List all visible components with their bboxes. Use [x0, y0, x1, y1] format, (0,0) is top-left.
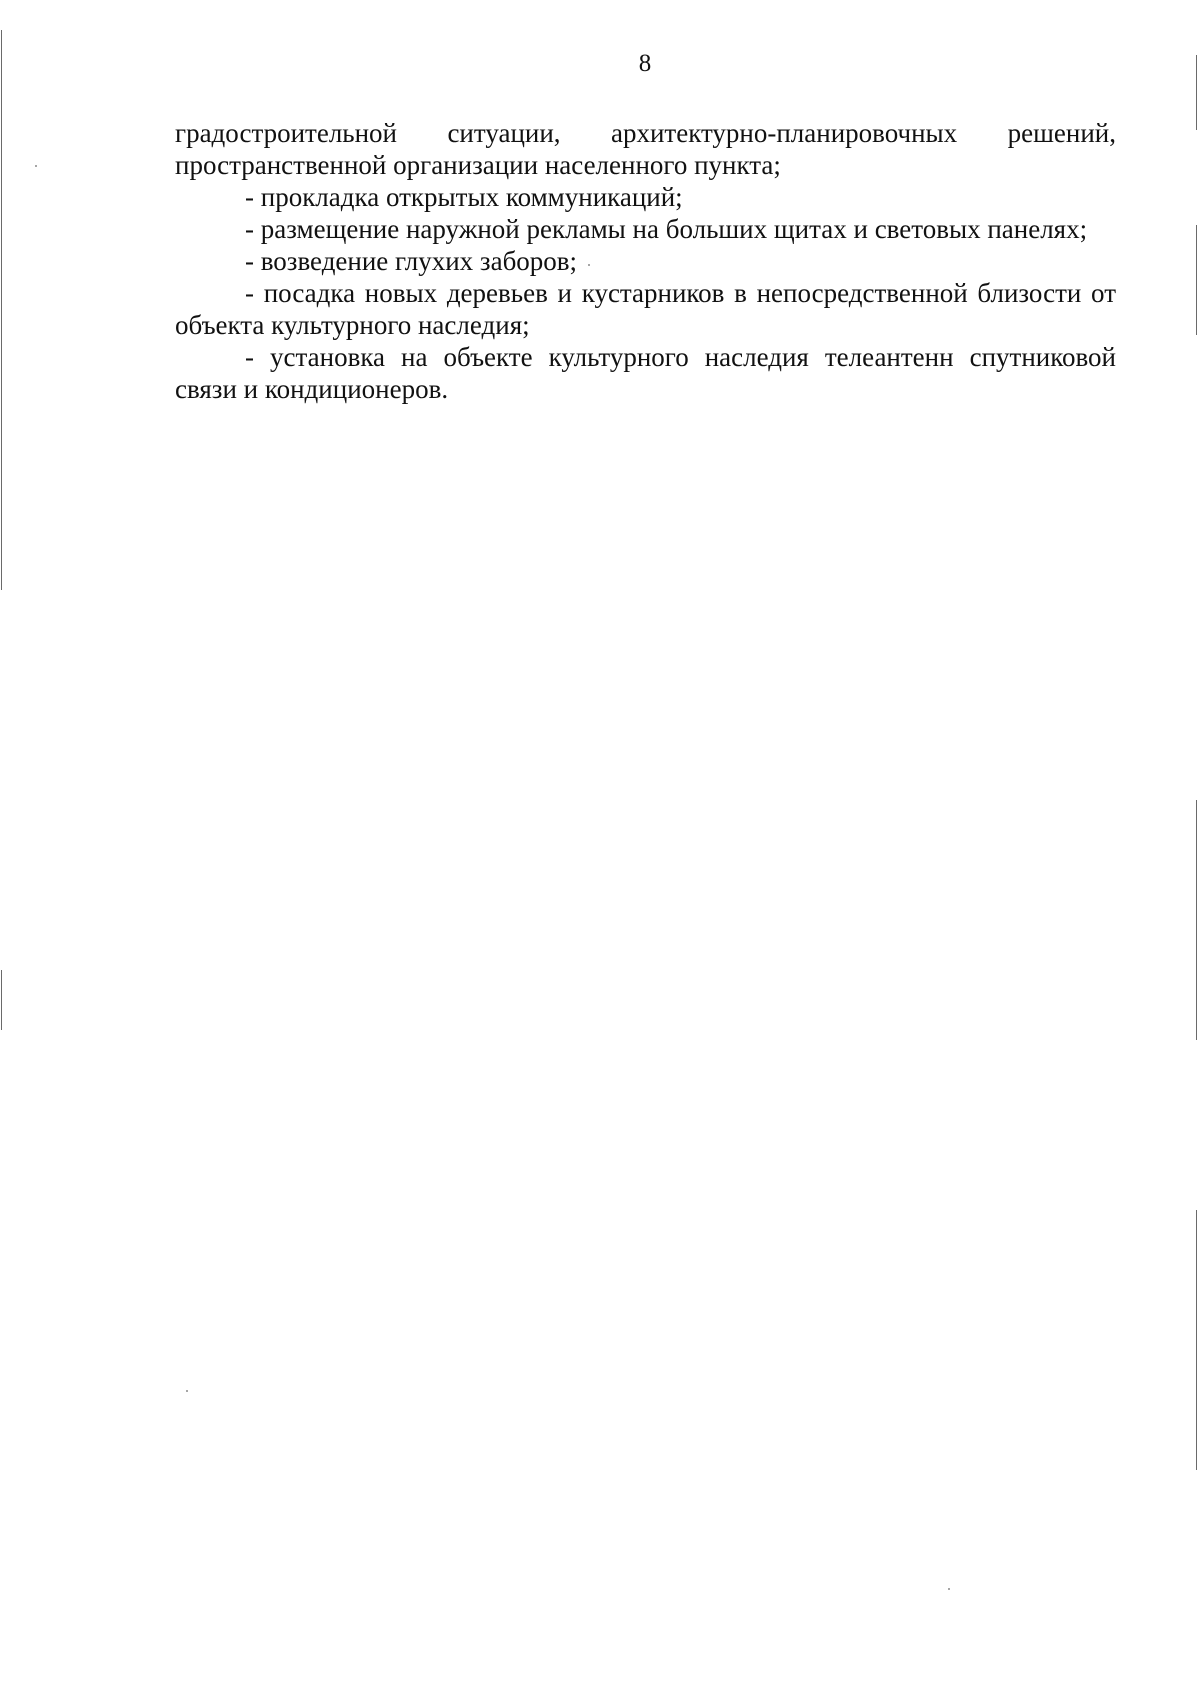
- paragraph-continuation-line1: градостроительной ситуации, архитектурно-планировочных решений,: [175, 118, 1116, 148]
- list-item: - прокладка открытых коммуникаций;: [245, 182, 683, 212]
- paragraph-continuation-line2: пространственной организации населенного пункта;: [175, 150, 781, 180]
- scan-edge-right-2: [1196, 225, 1197, 335]
- scan-speck: [186, 1390, 188, 1392]
- list-item: - посадка новых деревьев и кустарников в непосредственной близости от объекта культурного наследия;: [175, 278, 1116, 340]
- document-body: [175, 117, 1116, 405]
- scan-edge-right-3: [1196, 800, 1197, 1040]
- scan-speck: [35, 165, 37, 167]
- scan-speck: [948, 1588, 950, 1590]
- list-item: - возведение глухих заборов;: [245, 246, 578, 276]
- page-number: 8: [638, 50, 652, 77]
- scan-edge-right-4: [1196, 1210, 1197, 1470]
- scan-edge-left-1: [1, 30, 2, 590]
- scan-edge-left-2: [1, 970, 2, 1030]
- list-item: - установка на объекте культурного наследия телеантенн спутниковой связи и кондиционеров.: [175, 342, 1116, 404]
- list-item: - размещение наружной рекламы на больших щитах и световых панелях;: [245, 214, 1088, 244]
